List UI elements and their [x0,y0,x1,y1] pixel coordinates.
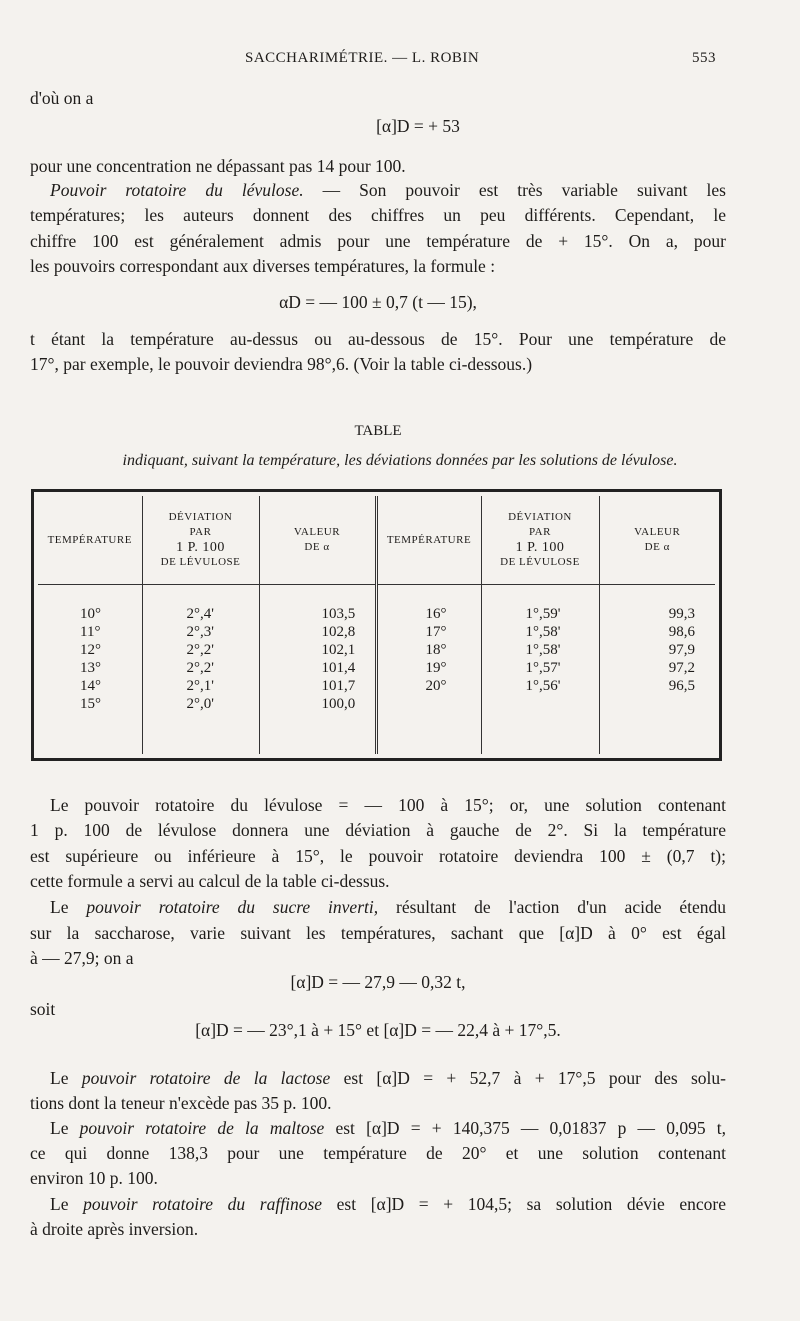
levulose-line-1-rest: — Son pouvoir est très variable suivant les [303,180,726,200]
levulose-table [31,489,722,761]
header-title: SACCHARIMÉTRIE. — L. ROBIN [245,50,480,66]
levulose-line-5: t étant la température au-dessus ou au-dessous de 15°. Pour une température de [30,329,726,349]
after-table-line-3: est supérieure ou inférieure à 15°, le pouvoir rotatoire deviendra 100 ± (0,7 t); [30,846,726,866]
maltose-line-1: Le pouvoir rotatoire de la maltose est [α]D = + 140,375 — 0,01837 p — 0,095 t, [50,1118,726,1138]
inverti-heading: pouvoir rotatoire du sucre inverti, [86,897,379,917]
table-row: 15° 2°,0' 100,0 [38,695,715,713]
inverti-line-3: à — 27,9; on a [30,948,134,968]
lactose-heading: pouvoir rotatoire de la lactose [81,1068,331,1088]
table-row: 11° 2°,3' 102,8 17° 1°,58' 98,6 [38,623,715,641]
maltose-line-2: ce qui donne 138,3 pour une température de 20° et une solution contenant [30,1143,726,1163]
header-temperature-left: TEMPÉRATURE [38,496,142,585]
maltose-line-3: environ 10 p. 100. [30,1168,158,1188]
page-number: 553 [692,50,716,66]
header-deviation-right: DÉVIATION PAR 1 P. 100 DE LÉVULOSE [481,496,599,585]
table-row: 10° 2°,4' 103,5 16° 1°,59' 99,3 [38,585,715,624]
levulose-line-2: températures; les auteurs donnent des chiffres un peu différents. Cependant, le [30,205,726,225]
levulose-line-6: 17°, par exemple, le pouvoir deviendra 98°,6. (Voir la table ci-dessous.) [30,354,533,374]
levulose-line-3: chiffre 100 est généralement admis pour une température de + 15°. On a, pour [30,231,726,251]
table-spacer-row [38,713,715,754]
maltose-heading: pouvoir rotatoire de la maltose [79,1118,325,1138]
raffinose-heading: pouvoir rotatoire du raffinose [83,1194,323,1214]
intro-line-1: d'où on a [30,88,94,108]
after-table-line-4: cette formule a servi au calcul de la table ci-dessus. [30,871,390,891]
table-row: 12° 2°,2' 102,1 18° 1°,58' 97,9 [38,641,715,659]
inverti-formula-1: [α]D = — 27,9 — 0,32 t, [290,972,466,992]
header-deviation-left: DÉVIATION PAR 1 P. 100 DE LÉVULOSE [142,496,259,585]
lactose-line-2: tions dont la teneur n'excède pas 35 p. 100. [30,1093,332,1113]
inverti-line-2: sur la saccharose, varie suivant les températures, sachant que [α]D à 0° est égal [30,923,726,943]
header-temperature-right: TEMPÉRATURE [376,496,481,585]
levulose-line-4: les pouvoirs correspondant aux diverses températures, la formule : [30,256,496,276]
levulose-data-table [38,496,715,754]
after-table-line-1: Le pouvoir rotatoire du lévulose = — 100 à 15°; or, une solution contenant [50,795,726,815]
raffinose-line-1: Le pouvoir rotatoire du raffinose est [α]D = + 104,5; sa solution dévie encore [50,1194,726,1214]
table-caption: indiquant, suivant la température, les déviations données par les solutions de lévulose. [122,452,678,469]
header-value-right: VALEUR DE α [599,496,715,585]
raffinose-line-2: à droite après inversion. [30,1219,199,1239]
levulose-heading: Pouvoir rotatoire du lévulose. [50,180,304,200]
after-table-line-2: 1 p. 100 de lévulose donnera une déviation à gauche de 2°. Si la température [30,820,726,840]
inverti-soit: soit [30,999,56,1019]
levulose-formula: αD = — 100 ± 0,7 (t — 15), [279,292,477,312]
intro-line-2: pour une concentration ne dépassant pas 14 pour 100. [30,156,406,176]
running-header [0,50,800,72]
lactose-line-1: Le pouvoir rotatoire de la lactose est [α]D = + 52,7 à + 17°,5 pour des solu- [50,1068,726,1088]
inverti-line-1: Le pouvoir rotatoire du sucre inverti, résultant de l'action d'un acide étendu [50,897,726,917]
table-title: TABLE [354,423,402,439]
levulose-line-1 [30,178,726,202]
table-row: 14° 2°,1' 101,7 20° 1°,56' 96,5 [38,677,715,695]
header-value-left: VALEUR DE α [259,496,376,585]
formula-alpha-53: [α]D = + 53 [376,116,460,136]
table-row: 13° 2°,2' 101,4 19° 1°,57' 97,2 [38,659,715,677]
inverti-formula-2: [α]D = — 23°,1 à + 15° et [α]D = — 22,4 à + 17°,5. [195,1020,561,1040]
